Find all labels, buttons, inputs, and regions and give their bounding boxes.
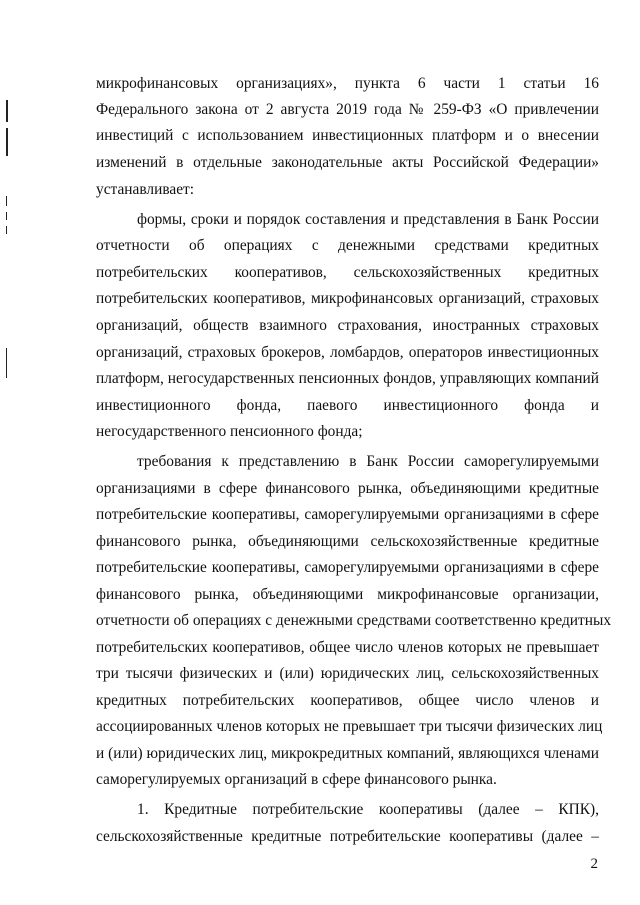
text-line: негосударственного пенсионного фонда; [96,423,363,440]
text-line: и (или) юридических лиц, микрокредитных компаний, являющихся членами [96,745,599,762]
margin-mark [6,348,7,378]
text-line: отчетности об операциях с денежными средствами соответственно кредитных [96,612,612,629]
text-line: кредитных потребительских кооперативов, общее число членов и [96,692,599,709]
text-line: платформ, негосударственных пенсионных фондов, управляющих компаний [96,370,599,387]
text-line: изменений в отдельные законодательные акты Российской Федерации» [96,154,599,171]
margin-mark [6,100,8,122]
text-line: требования к представлению в Банк России саморегулируемыми [137,453,599,470]
margin-mark [6,226,7,234]
text-line: отчетности об операциях с денежными средствами кредитных [96,237,599,254]
text-line: организаций, обществ взаимного страхования, иностранных страховых [96,317,599,334]
text-line: финансового рынка, объединяющими микрофинансовые организации, [96,586,599,603]
text-line: устанавливает: [96,181,195,198]
text-line: потребительские кооперативы, саморегулируемыми организациями в сфере [96,506,599,523]
text-line: сельскохозяйственные кредитные потребительские кооперативы (далее – [96,828,599,845]
text-line: потребительских кооперативов, общее число членов которых не превышает [96,639,599,656]
text-line: 1. Кредитные потребительские кооперативы (далее – КПК), [137,801,599,818]
text-line: Федерального закона от 2 августа 2019 года № 259-ФЗ «О привлечении [96,101,599,118]
margin-mark [6,212,7,220]
text-line: инвестиций с использованием инвестиционных платформ и о внесении [96,127,599,144]
text-line: потребительских кооперативов, микрофинансовых организаций, страховых [96,290,599,307]
text-line: микрофинансовых организациях», пункта 6 части 1 статьи 16 [96,75,599,92]
margin-mark [6,128,8,156]
margin-mark [6,196,7,206]
text-line: финансового рынка, объединяющими сельскохозяйственные кредитные [96,533,599,550]
text-line: организациями в сфере финансового рынка, объединяющими кредитные [96,480,599,497]
text-line: саморегулируемых организаций в сфере финансового рынка. [96,771,497,788]
text-line: потребительских кооперативов, сельскохозяйственных кредитных [96,264,599,281]
text-line: ассоциированных членов которых не превышает три тысячи физических лиц [96,718,603,735]
text-line: три тысячи физических и (или) юридических лиц, сельскохозяйственных [96,665,599,682]
text-line: потребительские кооперативы, саморегулируемыми организациями в сфере [96,559,599,576]
text-line: инвестиционного фонда, паевого инвестиционного фонда и [96,397,599,414]
page-number: 2 [590,856,598,872]
text-line: формы, сроки и порядок составления и представления в Банк России [137,211,599,228]
text-line: организаций, страховых брокеров, ломбардов, операторов инвестиционных [96,344,599,361]
